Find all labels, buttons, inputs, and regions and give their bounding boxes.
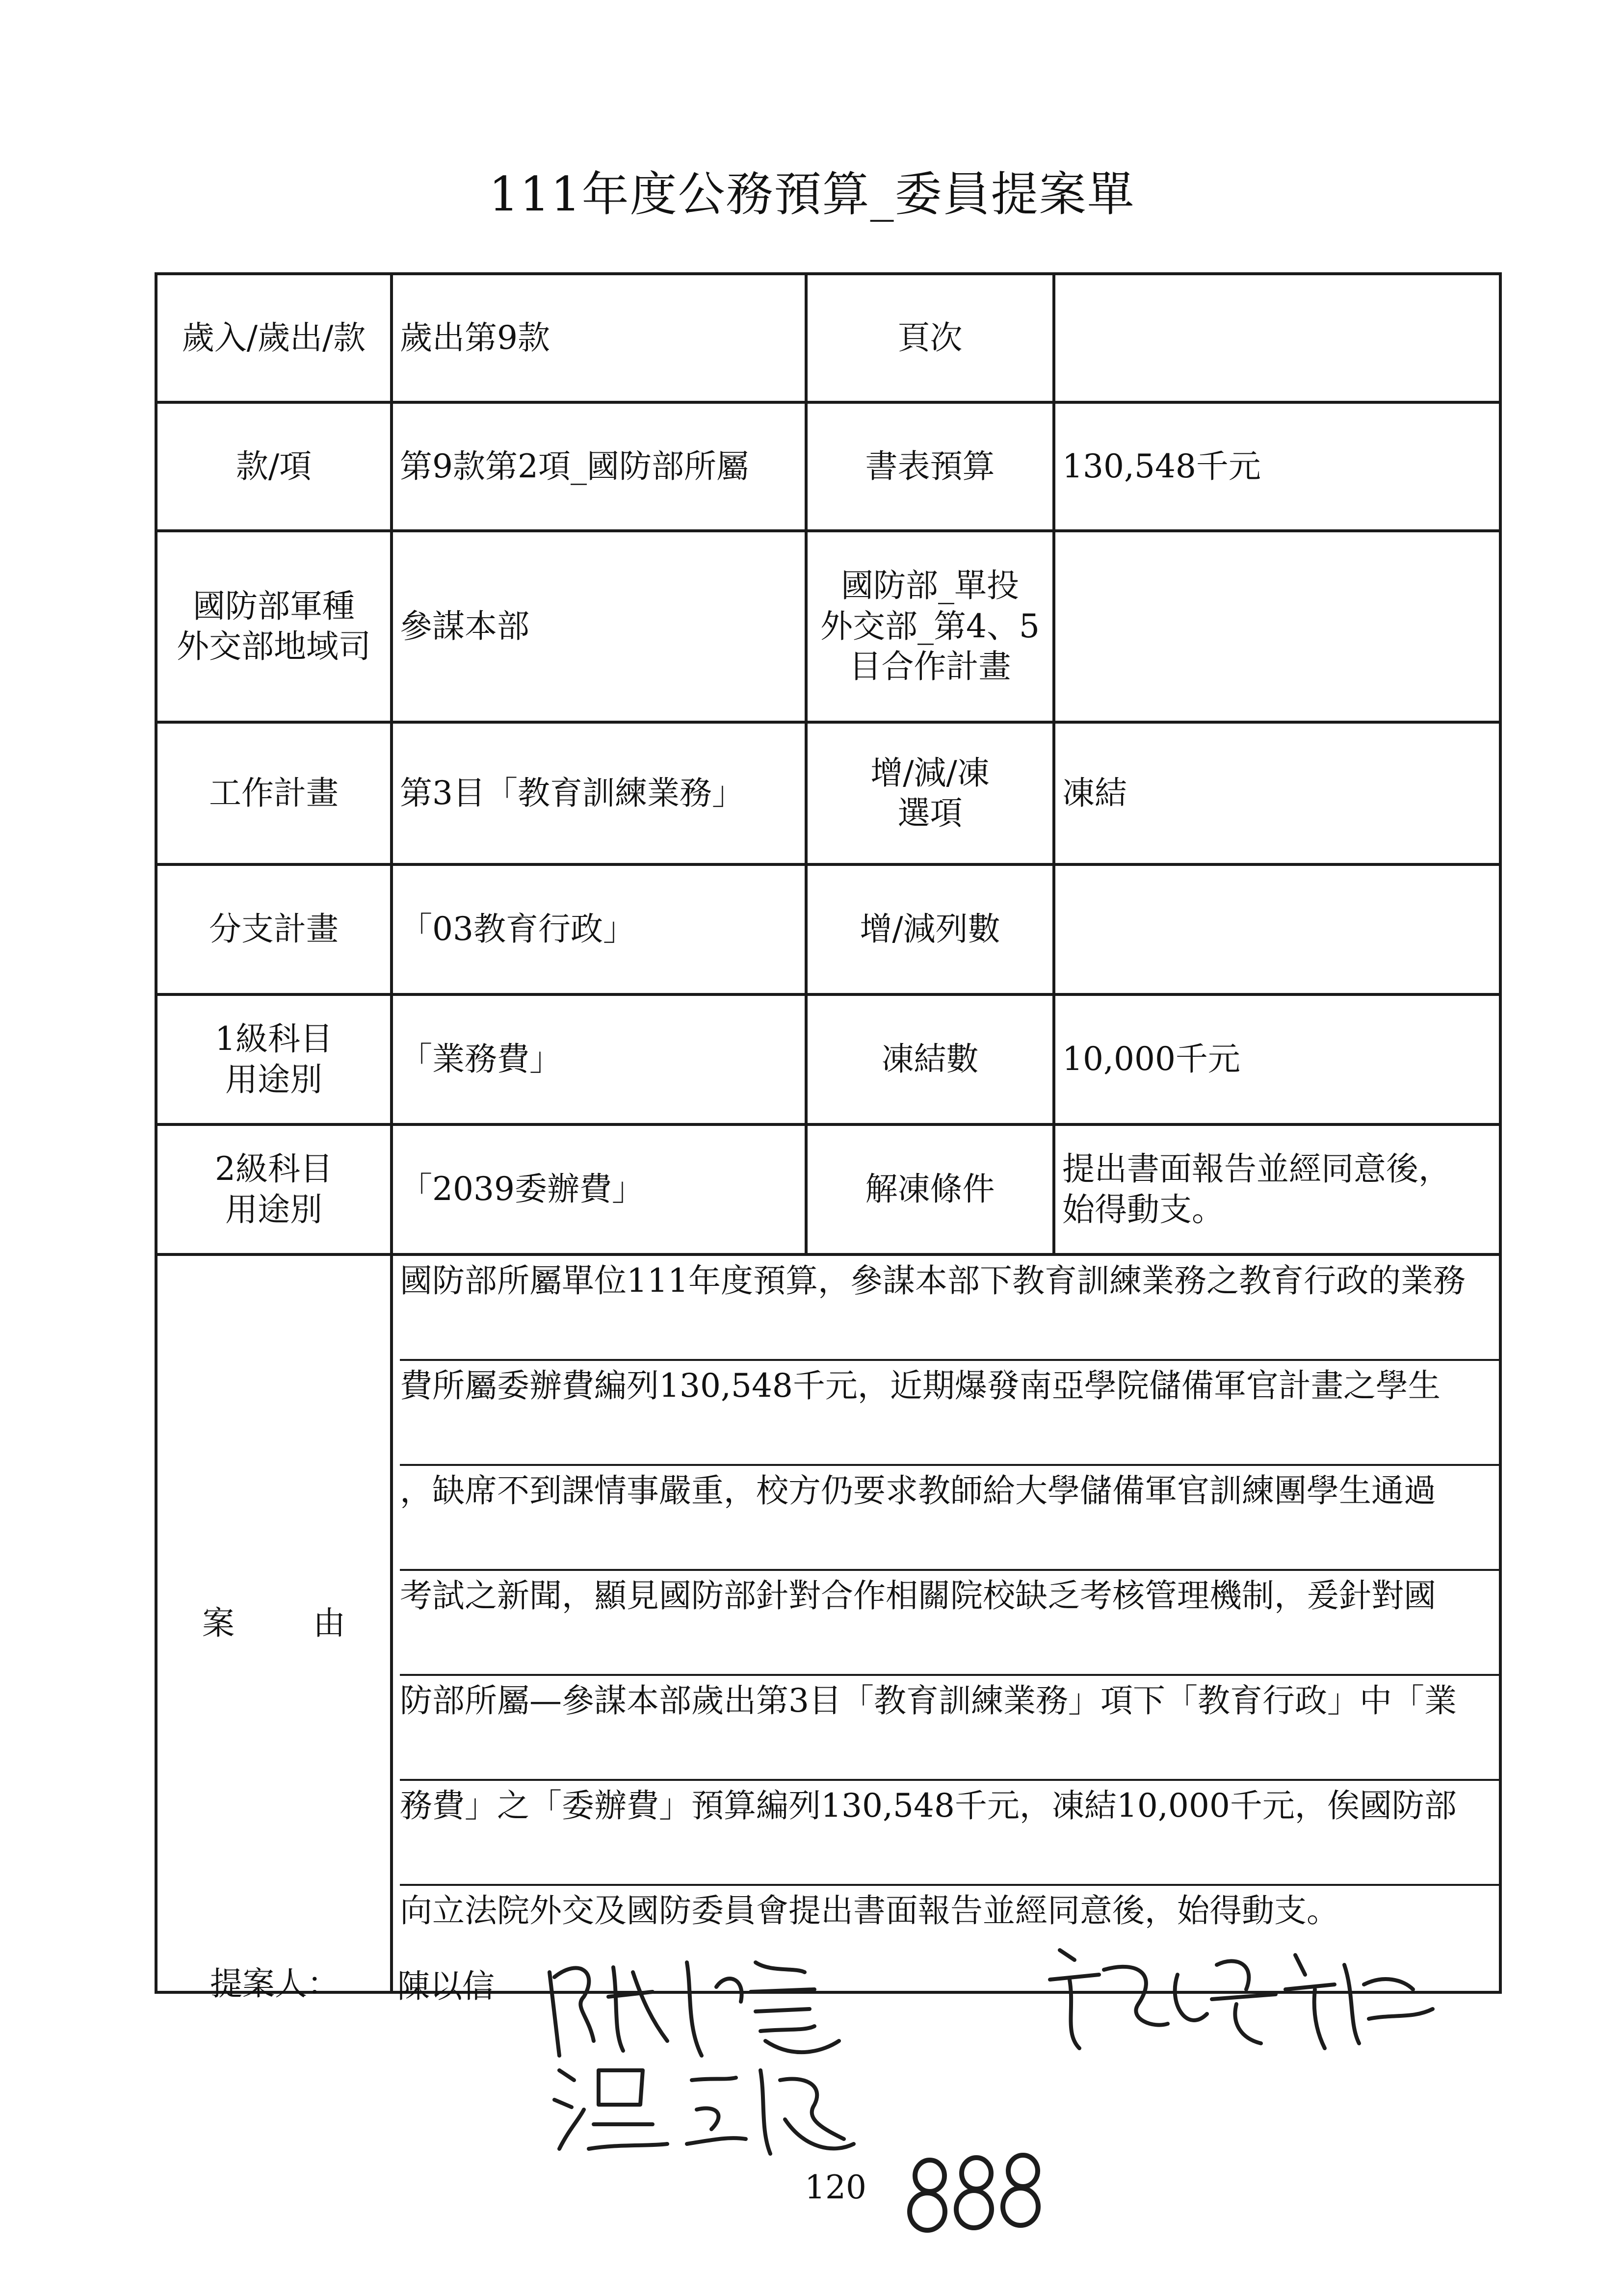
- value-section: 第9款第2項_國防部所屬: [392, 402, 806, 531]
- value-level1-subject: 「業務費」: [392, 994, 806, 1124]
- label-unfreeze-condition: 解凍條件: [806, 1124, 1054, 1254]
- reason-line: 防部所屬—參謀本部歲出第3目「教育訓練業務」項下「教育行政」中「業: [400, 1676, 1499, 1781]
- label-unit: [156, 531, 392, 722]
- reason-line: 務費」之「委辦費」預算編列130,548千元，凍結10,000千元，俟國防部: [400, 1781, 1499, 1886]
- label-reason: [156, 1254, 392, 1992]
- value-unfreeze-condition: [1054, 1124, 1500, 1254]
- label-option-line-2: 選項: [897, 794, 963, 832]
- label-unit-plan-line-1: 國防部_單投: [841, 567, 1019, 605]
- reason-line: ，缺席不到課情事嚴重，校方仍要求教師給大學儲備軍官訓練團學生通過: [400, 1466, 1499, 1571]
- signature-3: [1040, 1935, 1442, 2058]
- value-unit: 參謀本部: [392, 531, 806, 722]
- label-unit-plan-line-3: 目合作計畫: [849, 648, 1011, 686]
- row-work-plan: [156, 722, 1500, 864]
- label-work-plan: 工作計畫: [156, 722, 392, 864]
- value-option: 凍結: [1054, 722, 1500, 864]
- row-unit: [156, 531, 1500, 722]
- proposal-form-table: [155, 272, 1502, 1994]
- value-branch-plan: 「03教育行政」: [392, 864, 806, 994]
- label-unit-plan-line-2: 外交部_第4、5: [820, 607, 1040, 645]
- label-budget-category: 歲入/歲出/款: [156, 274, 392, 402]
- label-level2-line-2: 用途別: [225, 1190, 322, 1228]
- label-level2-line-1: 2級科目: [215, 1150, 333, 1188]
- value-budget-amount: 130,548千元: [1054, 402, 1500, 531]
- label-option-line-1: 增/減/凍: [870, 754, 990, 792]
- label-freeze-amount: 凍結數: [806, 994, 1054, 1124]
- label-unit-plan: [806, 531, 1054, 722]
- label-level1-line-1: 1級科目: [215, 1020, 333, 1058]
- value-work-plan: 第3目「教育訓練業務」: [392, 722, 806, 864]
- label-level1-subject: [156, 994, 392, 1124]
- row-level2-subject: [156, 1124, 1500, 1254]
- reason-line: 考試之新聞，顯見國防部針對合作相關院校缺乏考核管理機制，爰針對國: [400, 1571, 1499, 1676]
- row-level1-subject: [156, 994, 1500, 1124]
- label-level1-line-2: 用途別: [225, 1060, 322, 1098]
- value-freeze-amount: 10,000千元: [1054, 994, 1500, 1124]
- label-page: 頁次: [806, 274, 1054, 402]
- label-reason-char-1: 案: [202, 1604, 235, 1642]
- reason-line: 費所屬委辦費編列130,548千元，近期爆發南亞學院儲備軍官計畫之學生: [400, 1361, 1499, 1466]
- signature-2: [550, 2051, 864, 2164]
- row-section: [156, 402, 1500, 531]
- label-branch-plan: 分支計畫: [156, 864, 392, 994]
- reason-line: 向立法院外交及國防委員會提出書面報告並經同意後，始得動支。: [400, 1892, 1339, 1930]
- label-option: [806, 722, 1054, 864]
- label-level2-subject: [156, 1124, 392, 1254]
- reason-text: [392, 1254, 1500, 1992]
- value-unfreeze-line-1: 提出書面報告並經同意後，: [1062, 1150, 1451, 1188]
- label-unit-line-1: 國防部軍種: [193, 587, 355, 625]
- handwritten-page-number: [903, 2149, 1050, 2237]
- label-reason-char-2: 由: [313, 1604, 345, 1642]
- row-branch-plan: [156, 864, 1500, 994]
- value-adjust-amount: [1054, 864, 1500, 994]
- reason-line: 國防部所屬單位111年度預算，參謀本部下教育訓練業務之教育行政的業務: [400, 1256, 1499, 1361]
- proposer-name: 陳以信: [397, 1968, 495, 2004]
- value-unfreeze-line-2: 始得動支。: [1062, 1190, 1224, 1228]
- proposer-label: 提案人：: [210, 1965, 340, 2002]
- value-budget-category: 歲出第9款: [392, 274, 806, 402]
- value-level2-subject: 「2039委辦費」: [392, 1124, 806, 1254]
- value-unit-plan: [1054, 531, 1500, 722]
- label-section: 款/項: [156, 402, 392, 531]
- label-unit-line-2: 外交部地域司: [177, 627, 371, 665]
- row-reason: [156, 1254, 1500, 1992]
- value-page: [1054, 274, 1500, 402]
- row-budget-category: [156, 274, 1500, 402]
- page-number: 120: [805, 2168, 866, 2206]
- form-title: 111年度公務預算_委員提案單: [489, 167, 1135, 222]
- label-budget-amount: 書表預算: [806, 402, 1054, 531]
- label-adjust-amount: 增/減列數: [806, 864, 1054, 994]
